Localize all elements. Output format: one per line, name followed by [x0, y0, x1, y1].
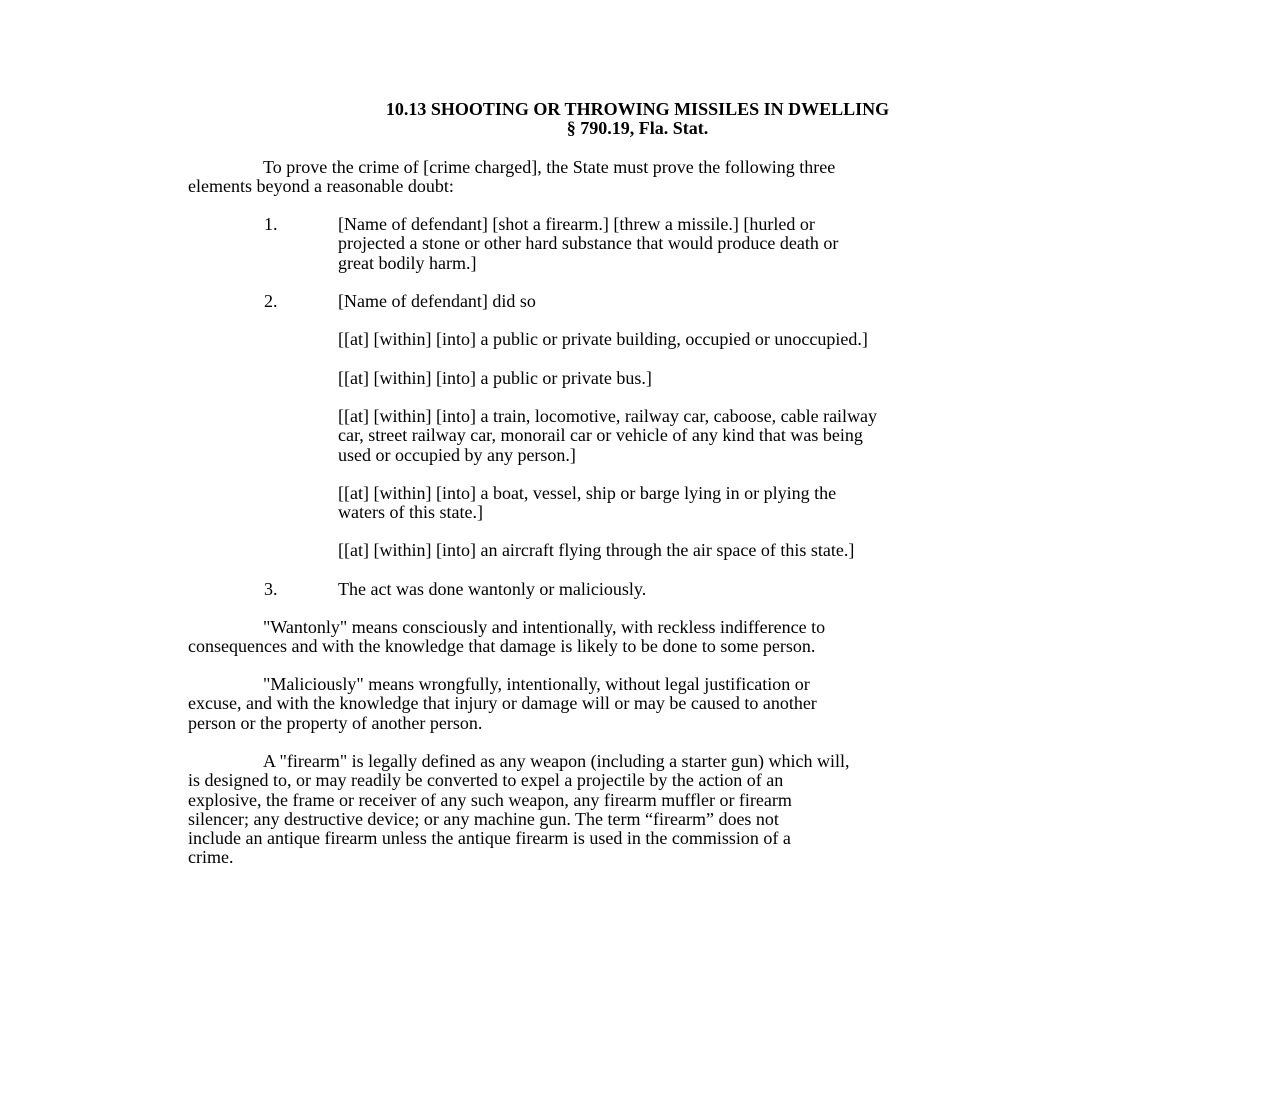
- statute-citation: § 790.19, Fla. Stat.: [566, 118, 709, 138]
- element-2-option-train: [[at] [within] [into] a train, locomotive, railway car, caboose, cable railway car, street railway car, monorail car or vehicle of any kind that was being used or occupied by any person.]: [338, 406, 878, 465]
- intro-paragraph: To prove the crime of [crime charged], the State must prove the following three elements beyond a reasonable doubt:: [188, 157, 836, 197]
- definition-firearm: A "firearm" is legally defined as any weapon (including a starter gun) which will, is designed to, or may readily be converted to expel a projectile by the action of an explosive, the frame or receiver of any such weapon, any firearm muffler or firearm silencer; any destructive device; or any machine gun. The term “firearm” does not include an antique firearm unless the antique firearm is used in the commission of a crime.: [188, 751, 850, 868]
- element-2-option-building: [[at] [within] [into] a public or private building, occupied or unoccupied.]: [338, 329, 868, 349]
- element-1-text: [Name of defendant] [shot a firearm.] [threw a missile.] [hurled or projected a stone or other hard substance that would produce death or great bodily harm.]: [338, 214, 839, 273]
- element-2-text: [Name of defendant] did so: [338, 291, 536, 311]
- element-2-number: 2.: [264, 291, 278, 311]
- element-3-text: The act was done wantonly or maliciously.: [338, 579, 647, 599]
- element-2-option-boat: [[at] [within] [into] a boat, vessel, ship or barge lying in or plying the waters of this state.]: [338, 483, 837, 523]
- element-1-number: 1.: [264, 214, 278, 234]
- page-title: 10.13 SHOOTING OR THROWING MISSILES IN DWELLING: [385, 99, 890, 119]
- definition-wantonly: "Wantonly" means consciously and intentionally, with reckless indifference to consequences and with the knowledge that damage is likely to be done to some person.: [188, 617, 826, 657]
- element-2-option-bus: [[at] [within] [into] a public or private bus.]: [338, 368, 652, 388]
- element-2-option-aircraft: [[at] [within] [into] an aircraft flying through the air space of this state.]: [338, 540, 855, 560]
- element-3-number: 3.: [264, 579, 278, 599]
- definition-maliciously: "Maliciously" means wrongfully, intentionally, without legal justification or excuse, and with the knowledge that injury or damage will or may be caused to another person or the property of another person.: [188, 674, 817, 733]
